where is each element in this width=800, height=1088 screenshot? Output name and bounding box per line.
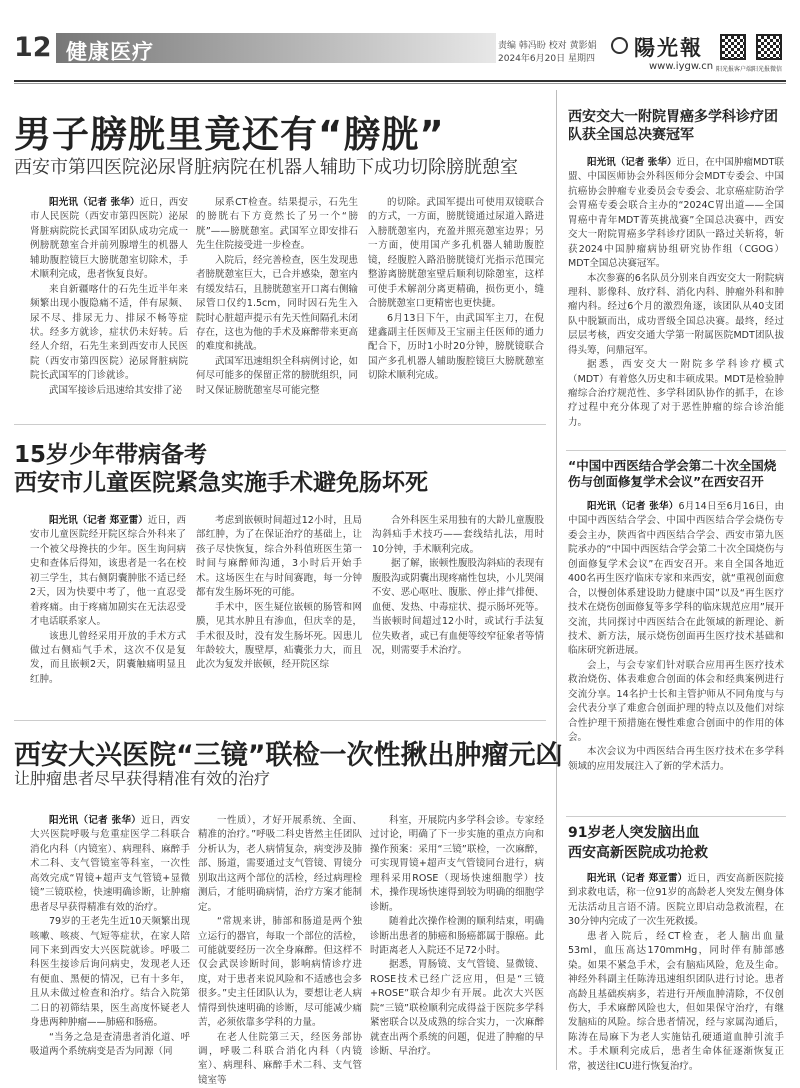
- article-column: 阳光讯（记者 张华）近日，西安大兴医院呼吸与危重症医学二科联合消化内科（内镜室）、病理科、麻醉手术二科、支气管镜室等科室，一次性高效完成“胃镜+超声支气管镜+显微镜”三镜联检，快速明确诊断，让肿瘤患者尽早获得精准有效的治疗。 79岁的王老先生近10天频繁出现咳嗽、咳痰、气短等症状，在家人陪同下来到西安大兴医院就诊。呼吸二科医生接诊后询问病史，发现老人还有便血、黑便的情况，已有十多年，且从未做过检查和治疗。结合入院第二日的初筛结果，医生高度怀疑老人身患两种肿瘤——肺癌和肠癌。 “当务之急是查清患者消化道、呼吸道两个系统病变是否为同源（同: [30, 815, 190, 1057]
- qr-code-icon[interactable]: [720, 34, 746, 60]
- article-title: 91岁老人突发脑出血: [568, 825, 700, 841]
- byline: 阳光讯（记者 张华）: [587, 501, 679, 512]
- header-rule: [14, 80, 786, 82]
- article-title: 西安高新医院成功抢救: [568, 845, 708, 861]
- byline: 阳光讯（记者 张华）: [49, 815, 142, 826]
- sun-logo-icon: [611, 37, 628, 54]
- section-title: 健康医疗: [66, 40, 154, 64]
- article-column: 阳光讯（记者 张华）6月14日至6月16日，由中国中西医结合学会、中国中西医结合学会烧伤专委会主办，陕西省中西医结合学会、西安市第九医院承办的“中国中西医结合学会第二十次全国烧伤与创面修复学术会议”在西安召开。来自全国各地近400名再生医疗临床专家和来西安，就“重视创面愈合，以慢创体系建设助力健康中国”以及“再生医疗技术在烧伤创面修复等多学科的临床规范应用”展开交流，共同探讨中西医结合在此领域的新理论、新技术、新方法，展示烧伤创面再生医疗技术基础和临床研究新进展。 会上，与会专家们针对联合应用再生医疗技术救治烧伤、体表难愈合创面的体会和经典案例进行交流分享。14名护士长和主管护师从不同角度与与会代表分享了难愈合创面护理的特点以及他们对综合性护理干预措施在慢性难愈合创面中的作用的体会。 本次会议为中西医结合再生医疗技术在多学科领域的应用发展注入了新的学术活力。: [568, 501, 785, 772]
- editor-line: 责编 韩冯盼 校对 黄影娟: [498, 41, 597, 51]
- article-title: 西安市儿童医院紧急实施手术避免肠坏死: [14, 470, 428, 496]
- byline: 阳光讯（记者 张华）: [49, 197, 140, 208]
- page-number: 12: [14, 32, 52, 63]
- byline: 阳光讯（记者 郑亚雷）: [587, 873, 688, 884]
- column-divider: [556, 90, 557, 1070]
- article-divider: [14, 424, 546, 425]
- article-column: 阳光讯（记者 郑亚雷）近日，西安市儿童医院经开院区综合外科来了一个被父母搀扶的少年。医生询问病史和查体后得知，该患者是一名在校初三学生，其右侧阴囊肿胀不适已经2天，因为快要中考了，他一直忍受着疼痛。由于疼痛加剧实在无法忍受才电话联系家人。 该患儿曾经采用开放的手术方式做过右侧疝气手术，这次不仅是复发，而且嵌顿2天，阴囊触痛明显且红肿。: [30, 515, 186, 685]
- article-column: 一性质），才好开展系统、全面、精准的治疗。”呼吸二科史皆然主任团队分析认为，老人病情复杂，病变涉及肺部、肠道，需要通过支气管镜、胃镜分别取出这两个部位的活检，经过病理检测后，才能明确病情，治疗方案才能制定。 “常规来讲，肺部和肠道是两个独立运行的器官，每取一个部位的活检，可能就要经历一次全身麻醉。但这样不仅会武误诊断时间，影响病情诊疗进度，对于患者来说风险和不适感也会多很多。”史主任团队认为，要想让老人病情得到快速明确的诊断，尽可能减少痛苦，必须依靠多学科的力量。 在老人住院第三天，经医务部协调，呼吸二科联合消化内科（内镜室）、病理科、麻醉手术二科、支气管镜室等: [198, 815, 362, 1086]
- article-column: 合外科医生采用独有的大龄儿童腹股沟斜疝手术技巧——套线结扎法，用时10分钟，手术顺利完成。 据了解，嵌顿性腹股沟斜疝的表现有腹股沟或阴囊出现疼痛性包块，小儿哭闹不安、恶心呕吐、腹胀、停止排气排便、血便、发热、中毒症状、提示肠坏死等。当嵌顿时间超过12小时，或试行手法复位失败者，或已有血便等绞窄征象者等情况，则需要手术治疗。: [372, 515, 544, 656]
- article-title: “中国中西医结合学会第二十次全国烧伤与创面修复学术会议”在西安召开: [568, 458, 777, 490]
- qr-label: 阳光报微信: [752, 66, 783, 73]
- header-rule: [14, 83, 786, 84]
- qr-label: 阳光报客户端: [716, 66, 753, 73]
- article-column: 尿系CT检查。结果提示，石先生的膀胱右下方竟然长了另一个“膀胱”——膀胱憩室。武国军立即安排石先生住院接受进一步检查。 入院后，经完善检查，医生发现患者膀胱憩室巨大，已合并感染，憩室内有缓发结石，且膀胱憩室开口离右侧输尿管口仅约1.5cm，同时因石先生入院时心脏超声提示有先天性间隔孔未闭存在，这也为他的手术及麻醉带来更高的难度和挑战。 武国军迅速组织全科病例讨论，如何尽可能多的保留正常的膀胱组织，同时又保证膀胱憩室尽可能完整: [196, 197, 358, 396]
- article-title: 西安交大一附院胃癌多学科诊疗团队获全国总决赛冠军: [568, 109, 778, 144]
- article-column: 阳光讯（记者 张华）近日，西安市人民医院（西安市第四医院）泌尿肾脏病院院长武国军团队成功完成一例膀胱憩室合并前列腺增生的机器人辅助腹腔镜巨大膀胱憩室切除术，手术顺利完成，患者恢复良好。 来自新疆喀什的石先生近半年来频繁出现小腹隐痛不适，伴有尿频、尿不尽、排尿无力、排尿不畅等症状。经多方就诊，症状仍未好转。后经人介绍，石先生来到西安市人民医院（西安市第四医院）泌尿肾脏病院院长武国军的门诊就诊。 武国军接诊后迅速给其安排了泌: [30, 197, 188, 396]
- article-subtitle: 西安市第四医院泌尿肾脏病院在机器人辅助下成功切除膀胱憩室: [14, 157, 518, 178]
- website-url[interactable]: www.iygw.cn: [649, 61, 714, 72]
- article-title: 男子膀胱里竟还有“膀胱”: [14, 113, 445, 156]
- article-column: 的切除。武国军提出可使用双镜联合的方式，一方面，膀胱镜通过尿道入路进入膀胱憩室内，充盈并照亮憩室边界；另一方面，使用国产多孔机器人辅助腹腔镜，经腹腔入路沿膀胱镜灯光指示范围完整游离膀胱憩室壁后顺利切除憩室，这样可使手术解剖分离更精确，损伤更小，缝合膀胱憩室口更精密也更快捷。 6月13日下午，由武国军主刀，在倪建鑫副主任医师及王宝丽主任医师的通力配合下，历时1小时20分钟，膀胱镜联合国产多孔机器人辅助腹腔镜巨大膀胱憩室切除术顺利完成。: [368, 197, 544, 382]
- byline: 阳光讯（记者 张华）: [587, 157, 677, 168]
- article-column: 科室，开展院内多学科会诊。专家经过讨论，明确了下一步实施的重点方向和操作预案：采用“三镜”联检，一次麻醉，可实现胃镜+超声支气管镜同台进行，病理科采用ROSE（现场快速细胞学）技术，操作现场快速得到较为明确的细胞学诊断。 随着此次操作检测的顺利结束，明确诊断出患者的肺癌和肠癌都属于腺癌。此时距离老人入院还不足72小时。 据悉，胃肠镜、支气管镜、显微镜、ROSE技术已经广泛应用，但是“三镜+ROSE”联合却少有开展。此次大兴医院“三镜”联检顺利完成得益于医院多学科紧密联合以及成熟的综合实力，一次麻醉就查出两个系统的问题，促进了肿瘤的早诊断、早治疗。: [370, 815, 544, 1057]
- qr-code-icon[interactable]: [756, 34, 782, 60]
- date-line: 2024年6月20日 星期四: [498, 54, 595, 64]
- article-divider: [566, 450, 786, 451]
- article-divider: [14, 720, 546, 721]
- article-title: 15岁少年带病备考: [14, 442, 208, 468]
- article-column: 阳光讯（记者 张华）近日，在中国肿瘤MDT联盟、中国医师协会外科医师分会MDT专委会、中国抗癌协会肿瘤专业委员会专委会、北京癌症防治学会胃癌专委会联合主办的“2024C胃出道——全国胃癌中青年MDT菁英挑战赛”全国总决赛中，西安交大一附院胃癌多学科诊疗团队一路过关斩将，斩获2024中国肿瘤病协组研究协作组（CGOG）MDT全国总决赛冠军。 本次参赛的6名队员分别来自西安交大一附院病理科、影像科、放疗科、消化内科、肿瘤外科和肿瘤内科。经过6个月的激烈角逐，该团队从40支团队中脱颖而出，成功晋级全国总决赛。最终，经过层层考核，西安交通大学第一附属医院MDT团队拔得头筹，问鼎冠军。 据悉，西安交大一附院多学科诊疗模式（MDT）有着悠久历史和丰硕成果。MDT是检验肿瘤综合治疗规范性、多学科团队协作的抓手，在诊疗过程中充分体现了对于恶性肿瘤的综合诊治能力。: [568, 157, 784, 428]
- article-subtitle: 让肿瘤患者尽早获得精准有效的治疗: [14, 769, 271, 788]
- article-divider: [566, 816, 786, 817]
- article-column: 考虑到嵌顿时间超过12小时，且局部红肿，为了在保证治疗的基础上，让孩子尽快恢复，综合外科值班医生第一时间与麻醉师沟通，3小时后开始手术。这场医生在与时间赛跑，每一分钟都有发生肠坏死的可能。 手术中，医生疑位嵌顿的肠管和网膜，见其水肿且有渗血，但庆幸的是，手术很及时，没有发生肠坏死。因患儿年龄较大，腹壁厚，疝囊张力大，而且此次为复发并嵌顿，经开院区综: [196, 515, 362, 671]
- newspaper-logo: 陽光報: [634, 35, 703, 60]
- byline: 阳光讯（记者 郑亚雷）: [49, 515, 148, 526]
- article-column: 阳光讯（记者 郑亚雷）近日，西安高新医院接到求救电话，称一位91岁的高龄老人突发左侧身体无法活动且言语不清。医院立即启动急救流程，在30分钟内完成了一次生死救援。 患者入院后，经CT检查，老人脑出血量53ml，血压高达170mmHg，同时伴有肺部感染。如果不紧急手术，会有脑疝风险，危及生命。神经外科副主任陈涛迅速组织团队进行讨论。患者高龄且基础疾病多，若进行开颅血肿清除，不仅创伤大，手术麻醉风险也大，但如果保守治疗，有继发脑疝的风险。综合患者情况，经与家属沟通后，陈涛在局麻下为老人实施钻孔硬通道血肿引流手术。手术顺利完成后，患者生命体征逐渐恢复正常，被送往ICU进行恢复治疗。: [568, 873, 784, 1072]
- article-title: 西安大兴医院“三镜”联检一次性揪出肿瘤元凶: [14, 740, 563, 771]
